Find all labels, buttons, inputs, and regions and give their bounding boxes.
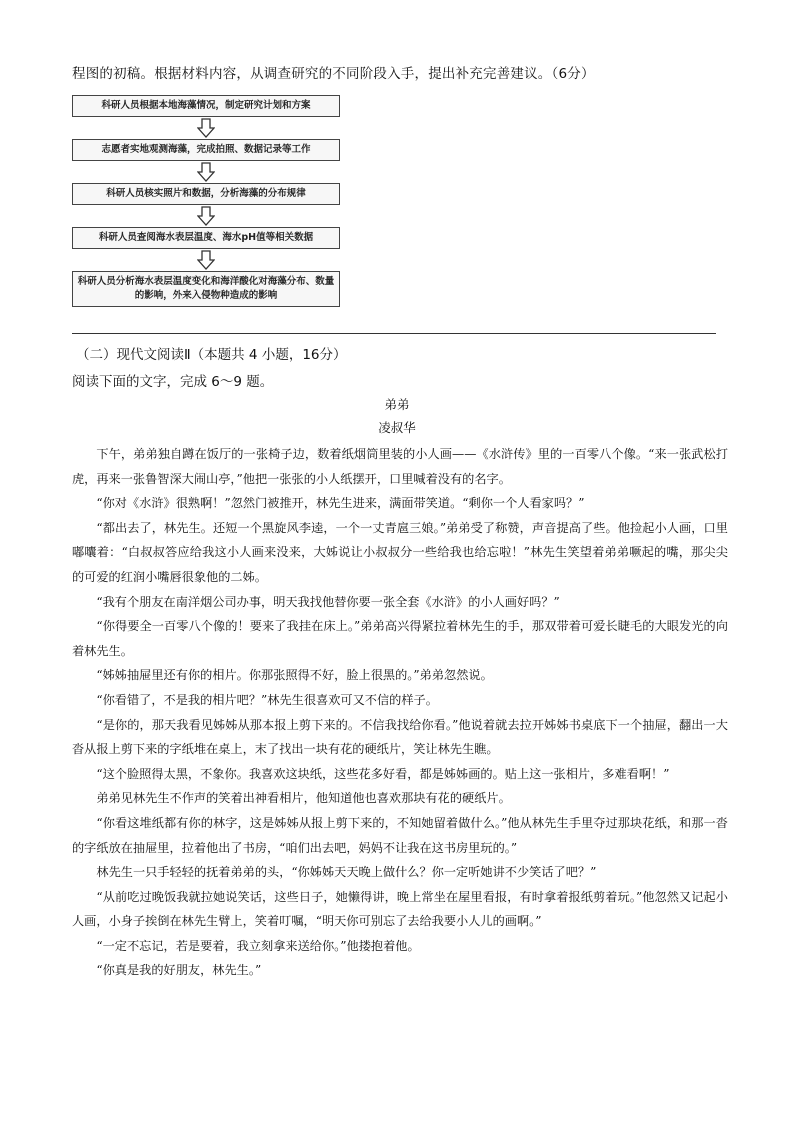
flow-step-1: 科研人员根据本地海藻情况，制定研究计划和方案: [72, 95, 340, 117]
story-paragraph: “你得要全一百零八个像的！要来了我挂在床上。”弟弟高兴得紧拉着林先生的手，那双带着可爱长睫毛的大眼发光的向着林先生。: [72, 619, 728, 658]
flowchart: [72, 95, 340, 307]
story-paragraph: 林先生一只手轻轻的抚着弟弟的头，“你姊姊天天晚上做什么？你一定听她讲不少笑话了吧？”: [96, 865, 597, 880]
flow-step-2: 志愿者实地观测海藻，完成拍照、数据记录等工作: [72, 139, 340, 161]
story-paragraph: 下午，弟弟独自蹲在饭厅的一张椅子边，数着纸烟筒里装的小人画——《水浒传》里的一百零八个像。“来一张武松打虎，再来一张鲁智深大闹山亭，”他把一张张的小人纸摆开，口里喊着没有的名字。: [72, 447, 728, 486]
down-arrow-icon: [72, 249, 340, 271]
flow-step-3: 科研人员核实照片和数据，分析海藻的分布规律: [72, 183, 340, 205]
story-body: [72, 442, 728, 983]
story-paragraph: “你对《水浒》很熟啊！”忽然门被推开，林先生进来，满面带笑道。“剩你一个人看家吗？”: [96, 496, 585, 511]
story-paragraph: “这个脸照得太黑，不象你。我喜欢这块纸，这些花多好看，都是姊姊画的。贴上这一张相片，多难看啊！”: [96, 766, 670, 781]
story-author: 凌叔华: [378, 420, 416, 435]
flow-step-4: 科研人员查阅海水表层温度、海水pH值等相关数据: [72, 227, 340, 249]
story-title: 弟弟: [384, 397, 410, 412]
down-arrow-icon: [72, 117, 340, 139]
flow-step-5: 科研人员分析海水表层温度变化和海洋酸化对海藻分布、数量的影响，外来入侵物种造成的影响: [72, 271, 340, 307]
story-paragraph: “姊姊抽屉里还有你的相片。你那张照得不好，脸上很黑的。”弟弟忽然说。: [96, 668, 493, 683]
story-paragraph: 弟弟见林先生不作声的笑着出神看相片，他知道他也喜欢那块有花的硬纸片。: [96, 791, 511, 806]
story-paragraph: “你真是我的好朋友，林先生。”: [96, 963, 262, 978]
question-intro: 程图的初稿。根据材料内容，从调查研究的不同阶段入手，提出补充完善建议。（6分）: [72, 66, 595, 82]
story-paragraph: “你看这堆纸都有你的林字，这是姊姊从报上剪下来的，不知她留着做什么。”他从林先生手里夺过那块花纸，和那一沓的字纸放在抽屉里，拉着他出了书房，“咱们出去吧，妈妈不让我在这书房里玩的。”: [72, 815, 728, 855]
section-divider: [72, 333, 716, 334]
story-paragraph: “是你的，那天我看见姊姊从那本报上剪下来的。不信我找给你看。”他说着就去拉开姊姊书桌底下一个抽屉，翻出一大沓从报上剪下来的字纸堆在桌上，末了找出一块有花的硬纸片，笑让林先生瞧。: [72, 717, 728, 757]
story-paragraph: “我有个朋友在南洋烟公司办事，明天我找他替你要一张全套《水浒》的小人画好吗？”: [96, 594, 560, 609]
story-paragraph: “你看错了，不是我的相片吧？”林先生很喜欢可又不信的样子。: [96, 692, 438, 707]
story-paragraph: “从前吃过晚饭我就拉她说笑话，这些日子，她懒得讲，晚上常坐在屋里看报，有时拿着报纸剪着玩。”他忽然又记起小人画，小身子挨倒在林先生臂上，笑着叮嘱，“明天你可别忘了去给我要小人儿的画啊。”: [72, 889, 728, 929]
story-paragraph: “都出去了，林先生。还短一个黑旋风李逵，一个一丈青扈三娘。”弟弟受了称赞，声音提高了些。他捡起小人画，口里嘟囔着：“白叔叔答应给我这小人画来没来，大姊说让小叔叔分一些给我也给忘啦！”林先生笑望着弟弟噘起的嘴，那尖尖的可爱的红润小嘴唇很象他的二姊。: [72, 520, 728, 584]
reading-instruction: 阅读下面的文字，完成 6～9 题。: [72, 374, 274, 390]
down-arrow-icon: [72, 161, 340, 183]
story-paragraph: “一定不忘记，若是要着，我立刻拿来送给你。”他搂抱着他。: [96, 938, 420, 953]
down-arrow-icon: [72, 205, 340, 227]
section-title: （二）现代文阅读Ⅱ（本题共 4 小题，16分）: [76, 347, 347, 363]
